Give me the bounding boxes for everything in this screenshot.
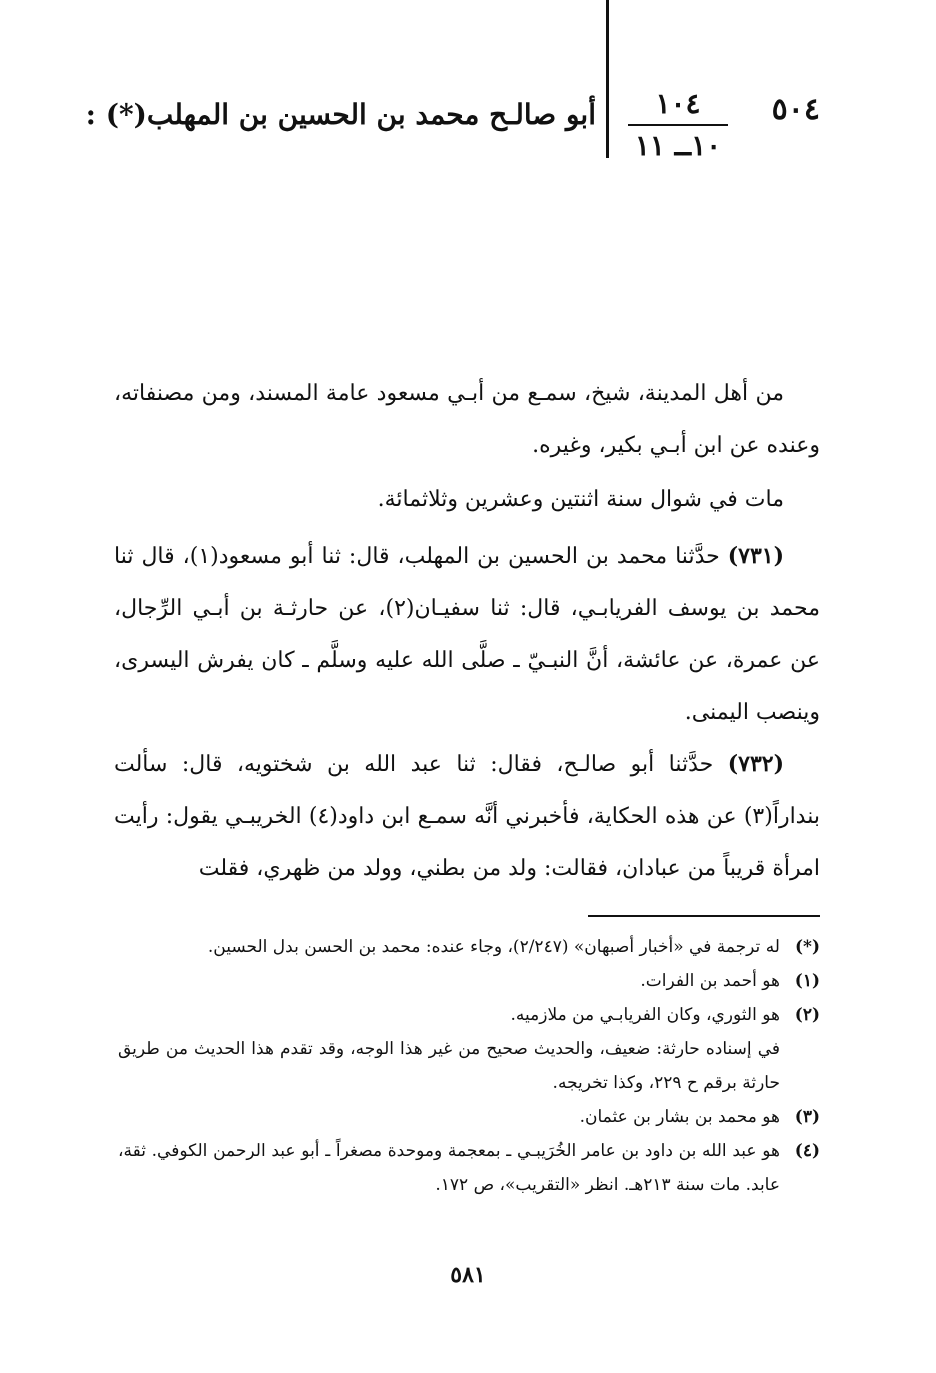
footnote-separator <box>588 915 820 917</box>
footnote-4 <box>118 1134 820 1202</box>
footnote-marker: (١) <box>794 971 820 991</box>
footnote-text: هو محمد بن بشار بن عثمان. <box>579 1107 780 1127</box>
fraction-bar <box>628 124 728 126</box>
footnote-marker: (٤) <box>794 1141 820 1161</box>
footnote-2-continuation: في إسناده حارثة: ضعيف، والحديث صحيح من غير هذا الوجه، وقد تقدم هذا الحديث من طريق حارثة برقم ح ٢٢٩، وكذا تخريجه. <box>118 1039 780 1093</box>
footnote-1 <box>118 964 820 998</box>
footnote-marker: (٣) <box>794 1107 820 1127</box>
fraction-denominator: ١٠ــ ١١ <box>634 129 722 162</box>
footnote-text: هو أحمد بن الفرات. <box>640 971 780 991</box>
footnote-marker: (٢) <box>794 1005 820 1025</box>
footnote-2 <box>118 998 820 1032</box>
footnote-3 <box>118 1100 820 1134</box>
header-vertical-rule <box>606 0 609 158</box>
entry-title: أبو صالـح محمد بن الحسين بن المهلب(*) : <box>85 98 596 131</box>
footnote-star <box>118 930 820 964</box>
hadith-number-732: (٧٣٢) <box>727 751 784 777</box>
footnote-text: هو الثوري، وكان الفريابـي من ملازميه. <box>510 1005 780 1025</box>
entry-number: ٥٠٤ <box>771 92 820 127</box>
fraction-numerator: ١٠٤ <box>655 87 701 120</box>
page-number: ٥٨١ <box>450 1262 486 1288</box>
hadith-text-731: حدَّثنا محمد بن الحسين بن المهلب، قال: ثنا أبو مسعود(١)، قال ثنا محمد بن يوسف الفريابـي، قال: ثنا سفيـان(٢)، عن حارثـة بن أبـي الرِّجال، عن عمرة، عن عائشة، أنَّ النبـيّ ـ صلَّى الله عليه وسلَّم ـ كان يفرش اليسرى، وينصب اليمنى. <box>114 544 820 725</box>
paragraph-death: مات في شوال سنة اثنتين وعشرين وثلاثمائة. <box>377 487 784 512</box>
footnotes <box>118 930 820 1202</box>
footnote-text: له ترجمة في «أخبار أصبهان» (٢/٢٤٧)، وجاء عنده: محمد بن الحسن بدل الحسين. <box>207 937 780 957</box>
paragraph-biography: من أهل المدينة، شيخ، سمـع من أبـي مسعود عامة المسند، ومن مصنفاته، وعنده عن ابن أبـي بكير، وغيره. <box>114 381 820 458</box>
reference-fraction <box>624 86 732 164</box>
hadith-number-731: (٧٣١) <box>727 543 784 569</box>
hadith-text-732: حدَّثنا أبو صالـح، فقال: ثنا عبد الله بن شختويه، قال: سألت بنداراً(٣) عن هذه الحكاية، فأخبرني أنَّه سمـع ابن داود(٤) الخريبـي يقول: رأيت امرأة قريباً من عبادان، فقالت: ولد من بطني، وولد من ظهري، فقلت <box>114 752 820 881</box>
footnote-marker: (*) <box>795 937 820 957</box>
footnote-text: هو عبد الله بن داود بن عامر الخُرَيبـي ـ بمعجمة وموحدة مصغراً ـ أبو عبد الرحمن الكوفي. ثقة، عابد. مات سنة ٢١٣هـ. انظر «التقريب»، ص ١٧٢. <box>118 1141 780 1195</box>
paragraph-hadith-732 <box>114 738 820 895</box>
paragraph-hadith-731 <box>114 530 820 739</box>
